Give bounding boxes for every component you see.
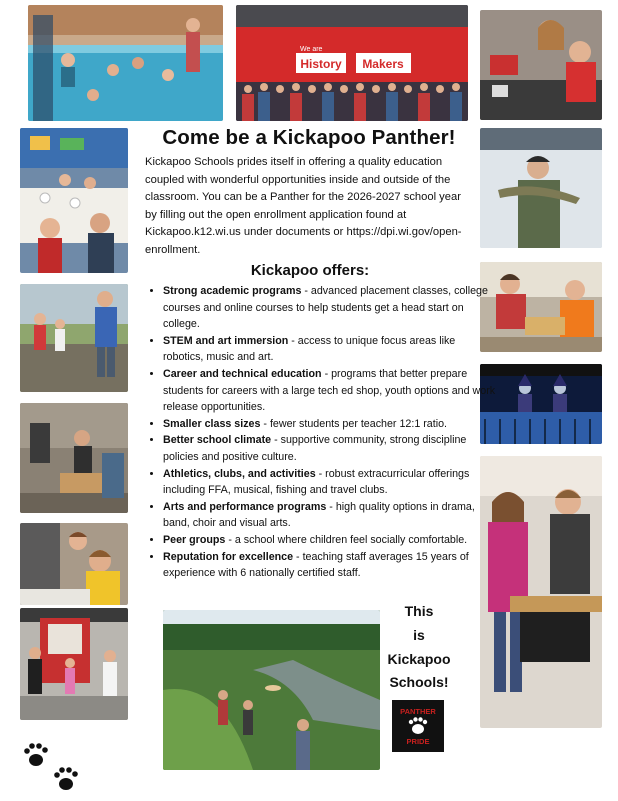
history-banner-text-right: Makers	[362, 57, 404, 71]
offer-term: Strong academic programs	[163, 285, 302, 297]
photo-river-field-trip	[163, 610, 380, 770]
offer-item-athletics	[163, 466, 496, 499]
photo-classroom-lunch	[20, 128, 128, 273]
photo-robotics	[480, 262, 602, 352]
logo-bottom-text: PRIDE	[406, 737, 430, 746]
offer-term: Athletics, clubs, and activities	[163, 467, 316, 480]
offer-desc: - a school where children feel socially comfortable.	[225, 533, 468, 546]
photo-ice-fishing	[480, 128, 602, 248]
offer-item-arts	[163, 499, 496, 532]
offer-desc: - access to unique focus areas like robotics, music and art.	[163, 334, 456, 364]
closing-line: This	[404, 603, 434, 619]
logo-top-text: PANTHER	[400, 707, 436, 716]
offer-term: Peer groups	[163, 533, 226, 546]
offer-item-career	[163, 366, 496, 416]
photo-agriculture-class	[20, 523, 128, 605]
offer-desc: - high quality options in drama, band, choir and visual arts.	[163, 500, 475, 530]
offer-term: Arts and performance programs	[163, 500, 327, 513]
photo-stage-performance	[480, 364, 602, 444]
offer-term: Better school climate	[163, 434, 272, 447]
offers-heading: Kickapoo offers:	[250, 262, 370, 279]
offer-desc: - advanced placement classes, college courses and online courses to help students get a head start on college.	[163, 285, 488, 331]
offers-list	[145, 283, 496, 582]
photo-history-makers	[236, 5, 468, 121]
offer-item-academics	[163, 283, 496, 333]
photo-outdoor-class	[20, 284, 128, 392]
offer-term: Smaller class sizes	[163, 417, 261, 430]
photo-tech-shop	[20, 403, 128, 513]
history-banner-small-text: We are	[300, 46, 323, 53]
offer-desc: - robust extracurricular offerings including FFA, musical, fishing and travel clubs.	[163, 467, 470, 497]
page-title: Come be a Kickapoo Panther!	[162, 126, 456, 149]
offer-desc: - supportive community, strong discipline policies and positive culture.	[163, 434, 467, 463]
photo-hands-on-activity	[480, 456, 602, 728]
offer-item-reputation	[163, 549, 496, 582]
intro-paragraph: Kickapoo Schools prides itself in offering a quality education coupled with wonderful opportunities inside and outside of the classroom. You can be a Panther for the 2026-2027 school year by filling out the open enrollment application found at Kickapoo.k12.wi.us under documents or https://dpi.wi.gov/open-enrollment.	[145, 156, 462, 256]
offer-item-climate	[163, 432, 496, 465]
photo-swimming-pool	[28, 5, 223, 121]
panther-pride-logo	[392, 700, 444, 752]
offer-desc: - teaching staff averages 15 years of experience with 6 nationally certified staff.	[163, 550, 469, 580]
photo-hallway-activity	[20, 608, 128, 720]
closing-line: Schools!	[389, 674, 449, 691]
offer-desc: - programs that better prepare students for careers with a large tech ed shop, youth options and work release opportunities.	[163, 367, 496, 414]
offer-item-class-size	[163, 416, 496, 433]
offer-item-stem	[163, 333, 496, 366]
history-banner-text-left: History	[300, 57, 342, 71]
closing-text	[384, 600, 454, 695]
paw-prints-icon	[20, 738, 84, 796]
offer-desc: - fewer students per teacher 12:1 ratio.	[260, 417, 447, 430]
offer-term: Career and technical education	[163, 367, 322, 380]
offer-term: STEM and art immersion	[163, 334, 289, 347]
closing-line: is	[413, 626, 425, 643]
closing-line: Kickapoo	[387, 650, 451, 667]
photo-science-lab	[480, 10, 602, 120]
offer-item-peer-groups	[163, 532, 496, 549]
offer-term: Reputation for excellence	[163, 550, 294, 563]
